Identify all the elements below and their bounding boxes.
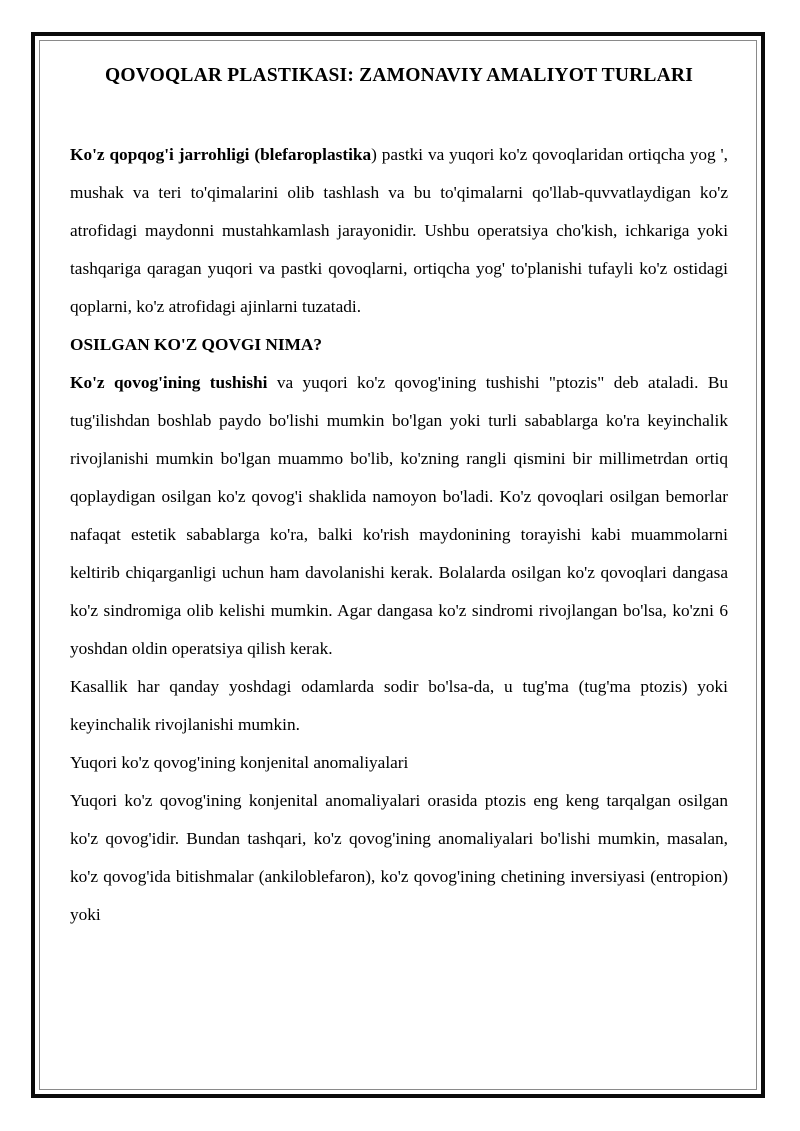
page-title: QOVOQLAR PLASTIKASI: ZAMONAVIY AMALIYOT TURLARI	[105, 65, 693, 86]
paragraph-body-ptosis: va yuqori ko'z qovog'ining tushishi "ptozis" deb ataladi. Bu tug'ilishdan boshlab paydo bo'lishi mumkin bo'lgan yoki turli sabablarga ko'ra keyinchalik rivojlanishi mumkin bo'lgan muammo bo'lib, ko'zning rangli qismini bir millimetrdan ortiq qoplaydigan osilgan ko'z qovog'i shaklida namoyon bo'ladi. Ko'z qovoqlari osilgan bemorlar nafaqat estetik sabablarga ko'ra, balki ko'rish maydonining torayishi kabi muammolarni keltirib chiqarganligi uchun ham davolanishi kerak. Bolalarda osilgan ko'z qovoqlari dangasa ko'z sindromiga olib kelishi mumkin. Agar dangasa ko'z sindromi rivojlangan bo'lsa, ko'zni 6 yoshdan oldin operatsiya qilish kerak.	[70, 373, 728, 658]
paragraph-ptosis-description	[70, 364, 728, 668]
paragraph-body-blepharoplasty: ) pastki va yuqori ko'z qovoqlaridan ortiqcha yog ', mushak va teri to'qimalarini olib tashlash va bu to'qimalarni qo'llab-quvvatlaydigan ko'z atrofidagi maydonni mustahkamlash jarayonidir. Ushbu operatsiya cho'kish, ichkariga yoki tashqariga qaragan yuqori va pastki qovoqlarni, ortiqcha yog' to'planishi tufayli ko'z ostidagi qoplarni, ko'z atrofidagi ajinlarni tuzatadi.	[70, 145, 728, 316]
paragraph-lead-in-ptosis: Ko'z qovog'ining tushishi	[70, 373, 268, 392]
paragraph-blepharoplasty-definition	[70, 136, 728, 326]
paragraph-disease-onset: Kasallik har qanday yoshdagi odamlarda sodir bo'lsa-da, u tug'ma (tug'ma ptozis) yoki keyinchalik rivojlanishi mumkin.	[70, 677, 728, 734]
section-heading-ptosis: OSILGAN KO'Z QOVGI NIMA?	[70, 335, 323, 354]
document-body	[70, 62, 728, 934]
paragraph-congenital-anomalies: Yuqori ko'z qovog'ining konjenital anomaliyalari orasida ptozis eng keng tarqalgan osilgan ko'z qovog'idir. Bundan tashqari, ko'z qovog'ining anomaliyalari bo'lishi mumkin, masalan, ko'z qovog'ida bitishmalar (ankiloblefaron), ko'z qovog'ining chetining inversiyasi (entropion) yoki	[70, 791, 728, 924]
paragraph-lead-in-blepharoplasty: Ko'z qopqog'i jarrohligi (blefaroplastika	[70, 145, 372, 164]
subheading-congenital-anomalies: Yuqori ko'z qovog'ining konjenital anomaliyalari	[70, 753, 409, 772]
